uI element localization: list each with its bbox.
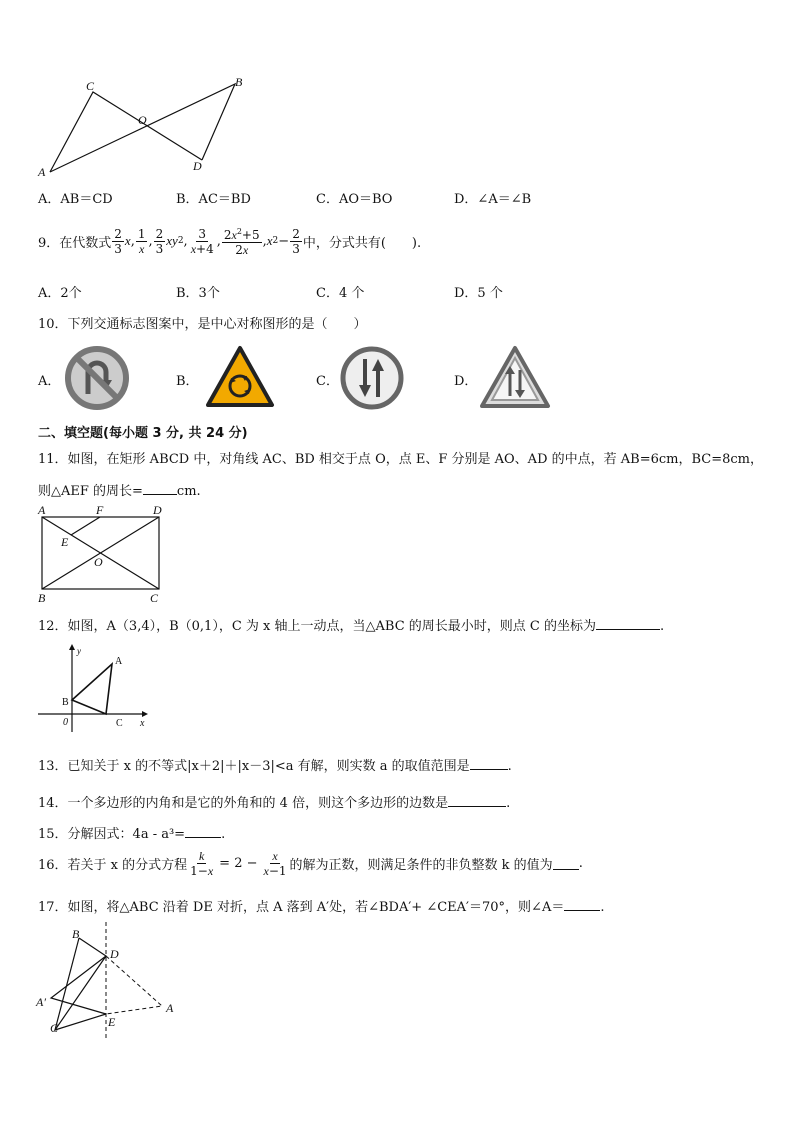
q11-label-a: A: [38, 503, 46, 517]
q16-answer-blank[interactable]: [553, 857, 579, 870]
q17-question: [38, 896, 604, 915]
q12-label-c: C: [116, 718, 123, 729]
q8-label-b: B: [235, 75, 243, 89]
q12-text-pre: 12．如图，A（3,4），B（0,1），C 为 x 轴上一动点，当△ABC 的周长最小时，则点 C 的坐标为: [38, 619, 596, 634]
q14-pre: 14．一个多边形的内角和是它的外角和的 4 倍，则这个多边形的边数是: [38, 796, 449, 811]
q15-post: .: [221, 827, 226, 842]
q11-label-c: C: [150, 591, 159, 605]
q12-question: [38, 615, 664, 634]
q8-option-b: B．AC＝BD: [176, 192, 251, 207]
q12-label-o: 0: [63, 717, 68, 728]
q15-question: [38, 823, 225, 842]
q10-label-b: B．: [176, 374, 199, 389]
q9-option-b: B．3个: [176, 286, 220, 301]
q8-label-d: D: [193, 159, 202, 173]
q8-figure: [30, 72, 260, 182]
q17-label-e: E: [108, 1015, 116, 1029]
q11-figure: [30, 502, 180, 606]
two-way-traffic-warning-sign-icon: [478, 344, 552, 410]
q8-label-o: O: [138, 113, 147, 127]
q12-label-y: y: [77, 646, 81, 656]
q14-answer-blank[interactable]: [448, 794, 506, 807]
q13-pre: 13．已知关于 x 的不等式|x＋2|＋|x－3|<a 有解，则实数 a 的取值范围是: [38, 759, 470, 774]
q16-mid: 的解为正数，则满足条件的非负整数 k 的值为: [289, 858, 553, 873]
q9-option-d: D．5 个: [454, 286, 503, 301]
q11-label-b: B: [38, 591, 46, 605]
q14-question: [38, 792, 510, 811]
q10-label-c: C．: [316, 374, 339, 389]
q8-label-a: A: [38, 165, 46, 179]
section-title: 二、填空题(每小题 3 分, 共 24 分): [38, 426, 248, 441]
q17-pre: 17．如图，将△ABC 沿着 DE 对折，点 A 落到 A′处，若∠BDA′+ ∠CEA′＝70°，则∠A＝: [38, 900, 565, 915]
q17-label-d: D: [110, 947, 119, 961]
q17-label-b: B: [72, 927, 80, 941]
q13-post: .: [507, 759, 512, 774]
roundabout-warning-sign-icon: [205, 345, 275, 409]
q11-label-e: E: [61, 535, 69, 549]
q11-line1: 11．如图，在矩形 ABCD 中，对角线 AC、BD 相交于点 O，点 E、F 分别是 AO、AD 的中点，若 AB=6cm，BC=8cm，: [38, 452, 763, 467]
q14-post: .: [506, 796, 511, 811]
q12-label-b: B: [62, 697, 69, 708]
q13-answer-blank[interactable]: [470, 757, 508, 770]
q12-label-a: A: [115, 656, 123, 667]
q16-question: 16．若关于 x 的分式方程 $\frac{k}{1-x}$ = 2 − $\frac{x}{x-1}$ 的解为正数，则满足条件的非负整数 k 的值为 .: [38, 849, 583, 878]
q8-option-c: C．AO＝BO: [316, 192, 393, 207]
q11-answer-blank[interactable]: [143, 482, 177, 495]
q13-question: [38, 755, 512, 774]
two-way-arrows-circle-sign-icon: [338, 345, 406, 411]
q11-line2-pre: 则△AEF 的周长=: [38, 484, 143, 499]
q17-label-a-prime: A′: [36, 995, 46, 1009]
q9-option-c: C．4 个: [316, 286, 365, 301]
q12-text-post: .: [659, 619, 665, 634]
q11-label-f: F: [96, 503, 104, 517]
q9-option-a: A．2个: [38, 286, 82, 301]
q8-option-d: D．∠A＝∠B: [454, 192, 532, 207]
q11-line2-post: cm.: [176, 484, 201, 499]
q17-label-c: C: [50, 1021, 59, 1035]
q16-post: .: [578, 856, 583, 871]
q15-answer-blank[interactable]: [185, 825, 221, 838]
q12-label-x: x: [140, 718, 145, 729]
q17-post: .: [600, 900, 605, 915]
q11-label-d: D: [153, 503, 162, 517]
q9-prefix: 9．在代数式: [38, 235, 112, 251]
q17-answer-blank[interactable]: [564, 898, 600, 911]
q10-label-a: A．: [38, 374, 61, 389]
q11-label-o: O: [94, 555, 103, 569]
q12-figure: [34, 642, 154, 734]
q9-suffix: 中，分式共有( ).: [302, 235, 422, 251]
no-u-turn-sign-icon: [64, 346, 130, 410]
q11-line2: [38, 480, 201, 499]
q10-question: 10．下列交通标志图案中，是中心对称图形的是（ ）: [38, 317, 367, 332]
q12-answer-blank[interactable]: [596, 617, 660, 630]
q16-pre: 16．若关于 x 的分式方程: [38, 858, 188, 873]
q17-figure: [34, 918, 184, 1042]
q15-pre: 15．分解因式：4a - a³=: [38, 827, 186, 842]
q10-label-d: D．: [454, 374, 478, 389]
q8-label-c: C: [86, 79, 95, 93]
q8-option-a: A．AB＝CD: [38, 192, 113, 207]
q17-label-a: A: [166, 1001, 174, 1015]
q9-question: 9．在代数式 $\frac{2}{3}$ x , $\frac{1}{x}$ , $\frac{2}{3}$ xy 2 , $\frac{3}{x+4}$ , $\frac{2x^2+5}{2x}$ , x 2 − $\frac{2}{3}$ 中，分式共有( ).: [38, 226, 422, 257]
